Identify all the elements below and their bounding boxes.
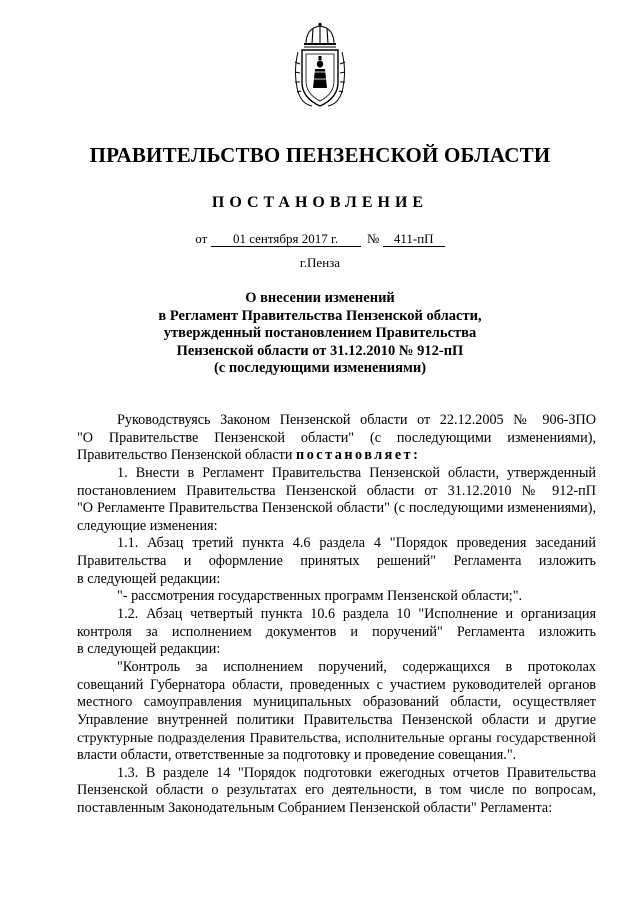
body-line: 1.3. В разделе 14 "Порядок подготовки ежегодных отчетов Правительства <box>117 764 596 781</box>
coat-of-arms-emblem <box>292 22 348 110</box>
date-number-line <box>0 231 640 247</box>
body-line: совещаний Губернатора области, проведенных с участием руководителей органов <box>77 676 596 693</box>
number-prefix: № <box>367 231 380 246</box>
body-line: структурные подразделения Правительства, исполнительные органы государственной <box>77 730 596 746</box>
body-line: Правительства и оформление принятых решений" Регламента изложить <box>77 553 596 570</box>
body-line: "Контроль за исполнением поручений, содержащихся в протоколах <box>117 658 596 675</box>
subject-line: утвержденный постановлением Правительства <box>163 325 477 342</box>
subject-line: в Регламент Правительства Пензенской области, <box>158 307 482 324</box>
document-subject <box>0 290 640 378</box>
date-prefix: от <box>195 231 208 246</box>
government-title: ПРАВИТЕЛЬСТВО ПЕНЗЕНСКОЙ ОБЛАСТИ <box>89 143 551 167</box>
city: г.Пенза <box>299 255 341 270</box>
subject-line: (с последующими изменениями) <box>213 360 427 377</box>
subject-line: О внесении изменений <box>245 290 395 306</box>
document-type: ПОСТАНОВЛЕНИЕ <box>211 194 429 211</box>
body-line: "- рассмотрения государственных программ Пензенской области;". <box>117 588 523 605</box>
body-line: "О Регламенте Правительства Пензенской области" (с последующими изменениями), <box>77 500 596 517</box>
body-line <box>77 447 596 465</box>
resolves-word: постановляет: <box>296 447 421 464</box>
document-date: 01 сентября 2017 г. <box>211 231 361 247</box>
document-number: 411-пП <box>383 231 445 247</box>
body-text-fragment: Правительство Пензенской области <box>77 447 297 464</box>
body-line: постановлением Правительства Пензенской области от 31.12.2010 № 912-пП <box>77 482 596 499</box>
body-line: власти области, ответственные за подготовку и проведение совещания.". <box>77 747 517 764</box>
body-line: в следующей редакции: <box>77 641 221 658</box>
body-line: поставленным Законодательным Собранием Пензенской области" Регламента: <box>77 800 553 817</box>
body-line: Управление внутренней политики Правительства Пензенской области и другие <box>77 711 596 728</box>
body-line: 1. Внести в Регламент Правительства Пензенской области, утвержденный <box>117 464 596 481</box>
body-line: Пензенской области о результатах его деятельности, в том числе по вопросам, <box>77 782 596 799</box>
body-line: контроля за исполнением документов и поручений" Регламента изложить <box>77 623 596 640</box>
body-line: в следующей редакции: <box>77 570 221 587</box>
subject-line: Пензенской области от 31.12.2010 № 912-пП <box>176 342 464 359</box>
body-line: местного самоуправления муниципальных образований области, осуществляет <box>77 694 596 711</box>
body-line: "О Правительстве Пензенской области" (с последующими изменениями), <box>77 429 596 446</box>
body-line: 1.1. Абзац третий пункта 4.6 раздела 4 "Порядок проведения заседаний <box>117 535 596 552</box>
body-line: 1.2. Абзац четвертый пункта 10.6 раздела 10 "Исполнение и организация <box>117 606 596 623</box>
body-line: Руководствуясь Законом Пензенской области от 22.12.2005 № 906-ЗПО <box>117 412 596 428</box>
body-line: следующие изменения: <box>77 517 218 534</box>
document-body <box>77 412 596 818</box>
